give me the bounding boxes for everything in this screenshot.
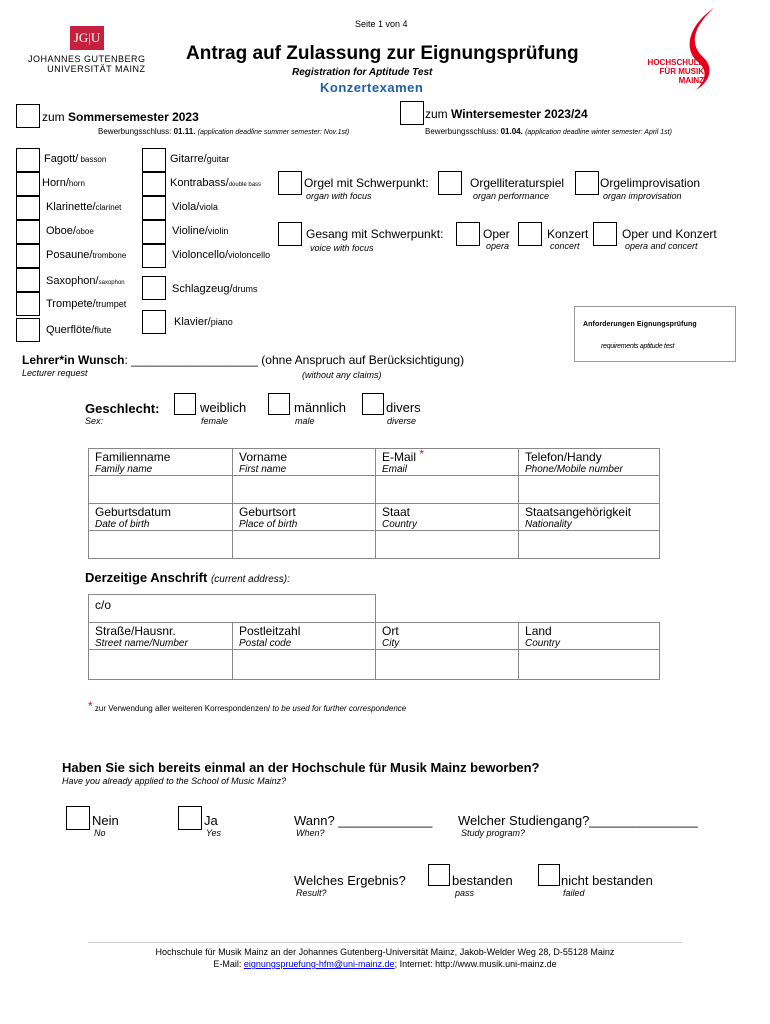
address-country-input[interactable]	[519, 650, 660, 680]
winter-deadline-label: Bewerbungsschluss:	[425, 127, 499, 136]
email-header: E-Mail * Email	[376, 449, 519, 476]
gender-male-label: männlich	[294, 400, 347, 415]
instrument-label-klavier: Klavier/piano	[174, 316, 233, 328]
instrument-label-schlagzeug: Schlagzeug/drums	[172, 283, 258, 295]
jgu-logo-text	[28, 54, 146, 74]
previous-program-field[interactable]: Welcher Studiengang?_______________	[458, 813, 698, 828]
winter-deadline	[425, 127, 672, 136]
instrument-checkbox-trompete[interactable]	[16, 292, 40, 316]
teacher-label: Lehrer*in Wunsch	[22, 353, 125, 367]
voice-concert-label: Konzert	[547, 227, 589, 241]
gender-diverse-checkbox[interactable]	[362, 393, 384, 415]
instrument-checkbox-fagott[interactable]	[16, 148, 40, 172]
instrument-label-horn: Horn/horn	[42, 177, 85, 189]
voice-opera-concert-en: opera and concert	[625, 241, 698, 251]
birth-place-input[interactable]	[233, 531, 376, 559]
nationality-input[interactable]	[519, 531, 660, 559]
summer-semester-label	[42, 110, 199, 124]
instrument-checkbox-querfloete[interactable]	[16, 318, 40, 342]
personal-data-table	[88, 448, 660, 559]
previous-yes-en: Yes	[206, 828, 222, 838]
hfm-logo-line1: HOCHSCHULE	[647, 58, 704, 67]
previous-result-en: Result?	[296, 888, 327, 898]
voice-checkbox[interactable]	[278, 222, 302, 246]
instrument-label-violoncello: Violoncello/violoncello	[172, 249, 271, 261]
instrument-label-kontrabass: Kontrabass/double bass	[170, 177, 262, 189]
result-failed-label: nicht bestanden	[561, 873, 653, 888]
birth-place-header: Geburtsort Place of birth	[233, 504, 376, 531]
jgu-logo-mark: JG|U	[70, 26, 104, 50]
street-input[interactable]	[89, 650, 233, 680]
requirements-link-box[interactable]	[574, 306, 736, 362]
instrument-label-gitarre: Gitarre/guitar	[170, 153, 230, 165]
exam-type: Konzertexamen	[320, 80, 424, 95]
winter-semester-text: Wintersemester 2023/24	[451, 107, 588, 121]
voice-opera-concert-checkbox[interactable]	[593, 222, 617, 246]
summer-prefix: zum	[42, 110, 65, 124]
previous-yes-checkbox[interactable]	[178, 806, 202, 830]
gender-label-en: Sex:	[85, 416, 104, 426]
page-number: Seite 1 von 4	[355, 19, 408, 29]
previous-application-question: Haben Sie sich bereits einmal an der Hochschule für Musik Mainz beworben?	[62, 760, 540, 775]
instrument-checkbox-viola[interactable]	[142, 196, 166, 220]
previous-when-en: When?	[296, 828, 325, 838]
previous-yes-label: Ja	[204, 813, 218, 828]
previous-application-question-en: Have you already applied to the School of Music Mainz?	[62, 776, 287, 786]
requirements-label: Anforderungen Eignungsprüfung	[583, 321, 697, 328]
street-header: Straße/Hausnr. Street name/Number	[89, 623, 233, 650]
gender-female-label: weiblich	[200, 400, 247, 415]
instrument-checkbox-oboe[interactable]	[16, 220, 40, 244]
winter-semester-checkbox[interactable]	[400, 101, 424, 125]
instrument-label-querfloete: Querflöte/flute	[46, 324, 112, 336]
result-passed-checkbox[interactable]	[428, 864, 450, 886]
gender-diverse-en: diverse	[387, 416, 417, 426]
jgu-logo-line2: UNIVERSITÄT MAINZ	[47, 64, 146, 74]
organ-improvisation-checkbox[interactable]	[575, 171, 599, 195]
address-heading: Derzeitige Anschrift (current address):	[85, 570, 290, 585]
country-input[interactable]	[376, 531, 519, 559]
address-table	[88, 594, 660, 680]
instrument-label-fagott: Fagott/ basson	[44, 153, 107, 165]
postal-code-input[interactable]	[233, 650, 376, 680]
previous-program-en: Study program?	[461, 828, 526, 838]
address-country-header: Land Country	[519, 623, 660, 650]
organ-improvisation-en: organ improvisation	[603, 191, 682, 201]
organ-improvisation-label: Orgelimprovisation	[600, 176, 701, 190]
voice-opera-en: opera	[486, 241, 510, 251]
form-subtitle: Registration for Aptitude Test	[292, 67, 433, 78]
gender-female-checkbox[interactable]	[174, 393, 196, 415]
instrument-checkbox-kontrabass[interactable]	[142, 172, 166, 196]
voice-opera-checkbox[interactable]	[456, 222, 480, 246]
instrument-label-oboe: Oboe/oboe	[46, 225, 94, 237]
teacher-note-en: (without any claims)	[302, 370, 382, 380]
voice-opera-label: Oper	[483, 227, 510, 241]
voice-opera-concert-label: Oper und Konzert	[622, 227, 717, 241]
postal-code-header: Postleitzahl Postal code	[233, 623, 376, 650]
footer-contact	[0, 959, 770, 969]
footer-email-link[interactable]: eignungspruefung-hfm@uni-mainz.de	[243, 959, 395, 969]
instrument-checkbox-klavier[interactable]	[142, 310, 166, 334]
gender-male-checkbox[interactable]	[268, 393, 290, 415]
birth-date-input[interactable]	[89, 531, 233, 559]
instrument-checkbox-klarinette[interactable]	[16, 196, 40, 220]
winter-deadline-date: 01.04.	[500, 127, 523, 136]
previous-no-en: No	[94, 828, 106, 838]
footer-divider	[88, 942, 682, 943]
summer-deadline-en: (application deadline summer semester: Nov.1st)	[197, 129, 350, 136]
footer-internet: ; Internet: http://www.musik.uni-mainz.de	[394, 959, 557, 969]
email-input[interactable]	[376, 476, 519, 504]
voice-concert-checkbox[interactable]	[518, 222, 542, 246]
footer-address: Hochschule für Musik Mainz an der Johannes Gutenberg-Universität Mainz, Jakob-Welder Weg 28, D-55128 Mainz	[155, 947, 615, 957]
instrument-checkbox-saxophon[interactable]	[16, 268, 40, 292]
instrument-checkbox-horn[interactable]	[16, 172, 40, 196]
requirements-label-en: requirements aptitude test	[601, 343, 675, 350]
teacher-request-line[interactable]	[22, 353, 464, 367]
city-input[interactable]	[376, 650, 519, 680]
organ-sub: organ with focus	[306, 191, 372, 201]
instrument-checkbox-violoncello[interactable]	[142, 244, 166, 268]
gender-label: Geschlecht:	[85, 401, 160, 416]
hfm-logo-line2: FÜR MUSIK	[659, 67, 704, 76]
organ-checkbox[interactable]	[278, 171, 302, 195]
result-passed-label: bestanden	[452, 873, 513, 888]
instrument-label-saxophon: Saxophon/saxophon	[46, 275, 125, 287]
result-passed-en: pass	[455, 888, 475, 898]
jgu-logo-line1: JOHANNES GUTENBERG	[28, 54, 146, 64]
birth-date-header: Geburtsdatum Date of birth	[89, 504, 233, 531]
voice-label: Gesang mit Schwerpunkt:	[306, 227, 444, 241]
voice-concert-en: concert	[550, 241, 580, 251]
first-name-input[interactable]	[233, 476, 376, 504]
summer-deadline-label: Bewerbungsschluss:	[98, 127, 172, 136]
instrument-label-trompete: Trompete/trumpet	[46, 298, 127, 310]
organ-literature-checkbox[interactable]	[438, 171, 462, 195]
form-title: Antrag auf Zulassung zur Eignungsprüfung	[186, 43, 579, 64]
instrument-checkbox-gitarre[interactable]	[142, 148, 166, 172]
gender-male-en: male	[295, 416, 315, 426]
family-name-header: Familienname Family name	[89, 449, 233, 476]
previous-when-field[interactable]: Wann? _____________	[294, 813, 433, 828]
co-input[interactable]: c/o	[89, 595, 376, 623]
email-footnote: * zur Verwendung aller weiteren Korrespondenzen/ to be used for further correspondence	[88, 699, 407, 713]
result-failed-checkbox[interactable]	[538, 864, 560, 886]
first-name-header: Vorname First name	[233, 449, 376, 476]
nationality-header: Staatsangehörigkeit Nationality	[519, 504, 660, 531]
winter-prefix: zum	[425, 107, 448, 121]
phone-header: Telefon/Handy Phone/Mobile number	[519, 449, 660, 476]
teacher-input-line[interactable]: : ___________________	[124, 353, 258, 367]
organ-label: Orgel mit Schwerpunkt:	[304, 176, 429, 190]
family-name-input[interactable]	[89, 476, 233, 504]
instrument-label-viola: Viola/viola	[172, 201, 218, 213]
teacher-note: (ohne Anspruch auf Berücksichtigung)	[261, 353, 465, 367]
city-header: Ort City	[376, 623, 519, 650]
address-spacer-2	[519, 595, 660, 623]
summer-semester-checkbox[interactable]	[16, 104, 40, 128]
country-header: Staat Country	[376, 504, 519, 531]
instrument-checkbox-posaune[interactable]	[16, 244, 40, 268]
phone-input[interactable]	[519, 476, 660, 504]
gender-diverse-label: divers	[386, 400, 421, 415]
footer-email-label: E-Mail:	[213, 959, 244, 969]
instrument-checkbox-schlagzeug[interactable]	[142, 276, 166, 300]
previous-no-checkbox[interactable]	[66, 806, 90, 830]
winter-deadline-en: (application deadline winter semester: April 1st)	[525, 129, 672, 136]
hfm-logo-line3: MAINZ	[678, 76, 704, 85]
instrument-label-posaune: Posaune/trombone	[46, 249, 127, 261]
instrument-label-violine: Violine/violin	[172, 225, 229, 237]
teacher-label-en: Lecturer request	[22, 368, 88, 378]
voice-sub: voice with focus	[310, 243, 374, 253]
previous-no-label: Nein	[92, 813, 119, 828]
organ-literature-en: organ performance	[473, 191, 550, 201]
summer-semester-text: Sommersemester 2023	[68, 110, 199, 124]
gender-female-en: female	[201, 416, 229, 426]
previous-result-label: Welches Ergebnis?	[294, 873, 406, 888]
organ-literature-label: Orgelliteraturspiel	[470, 176, 565, 190]
hfm-logo-text	[640, 58, 704, 85]
summer-deadline-date: 01.11.	[173, 127, 196, 136]
result-failed-en: failed	[563, 888, 585, 898]
winter-semester-label	[425, 107, 588, 121]
instrument-label-klarinette: Klarinette/clarinet	[46, 201, 122, 213]
instrument-checkbox-violine[interactable]	[142, 220, 166, 244]
summer-deadline	[98, 127, 349, 136]
address-spacer-1	[376, 595, 519, 623]
